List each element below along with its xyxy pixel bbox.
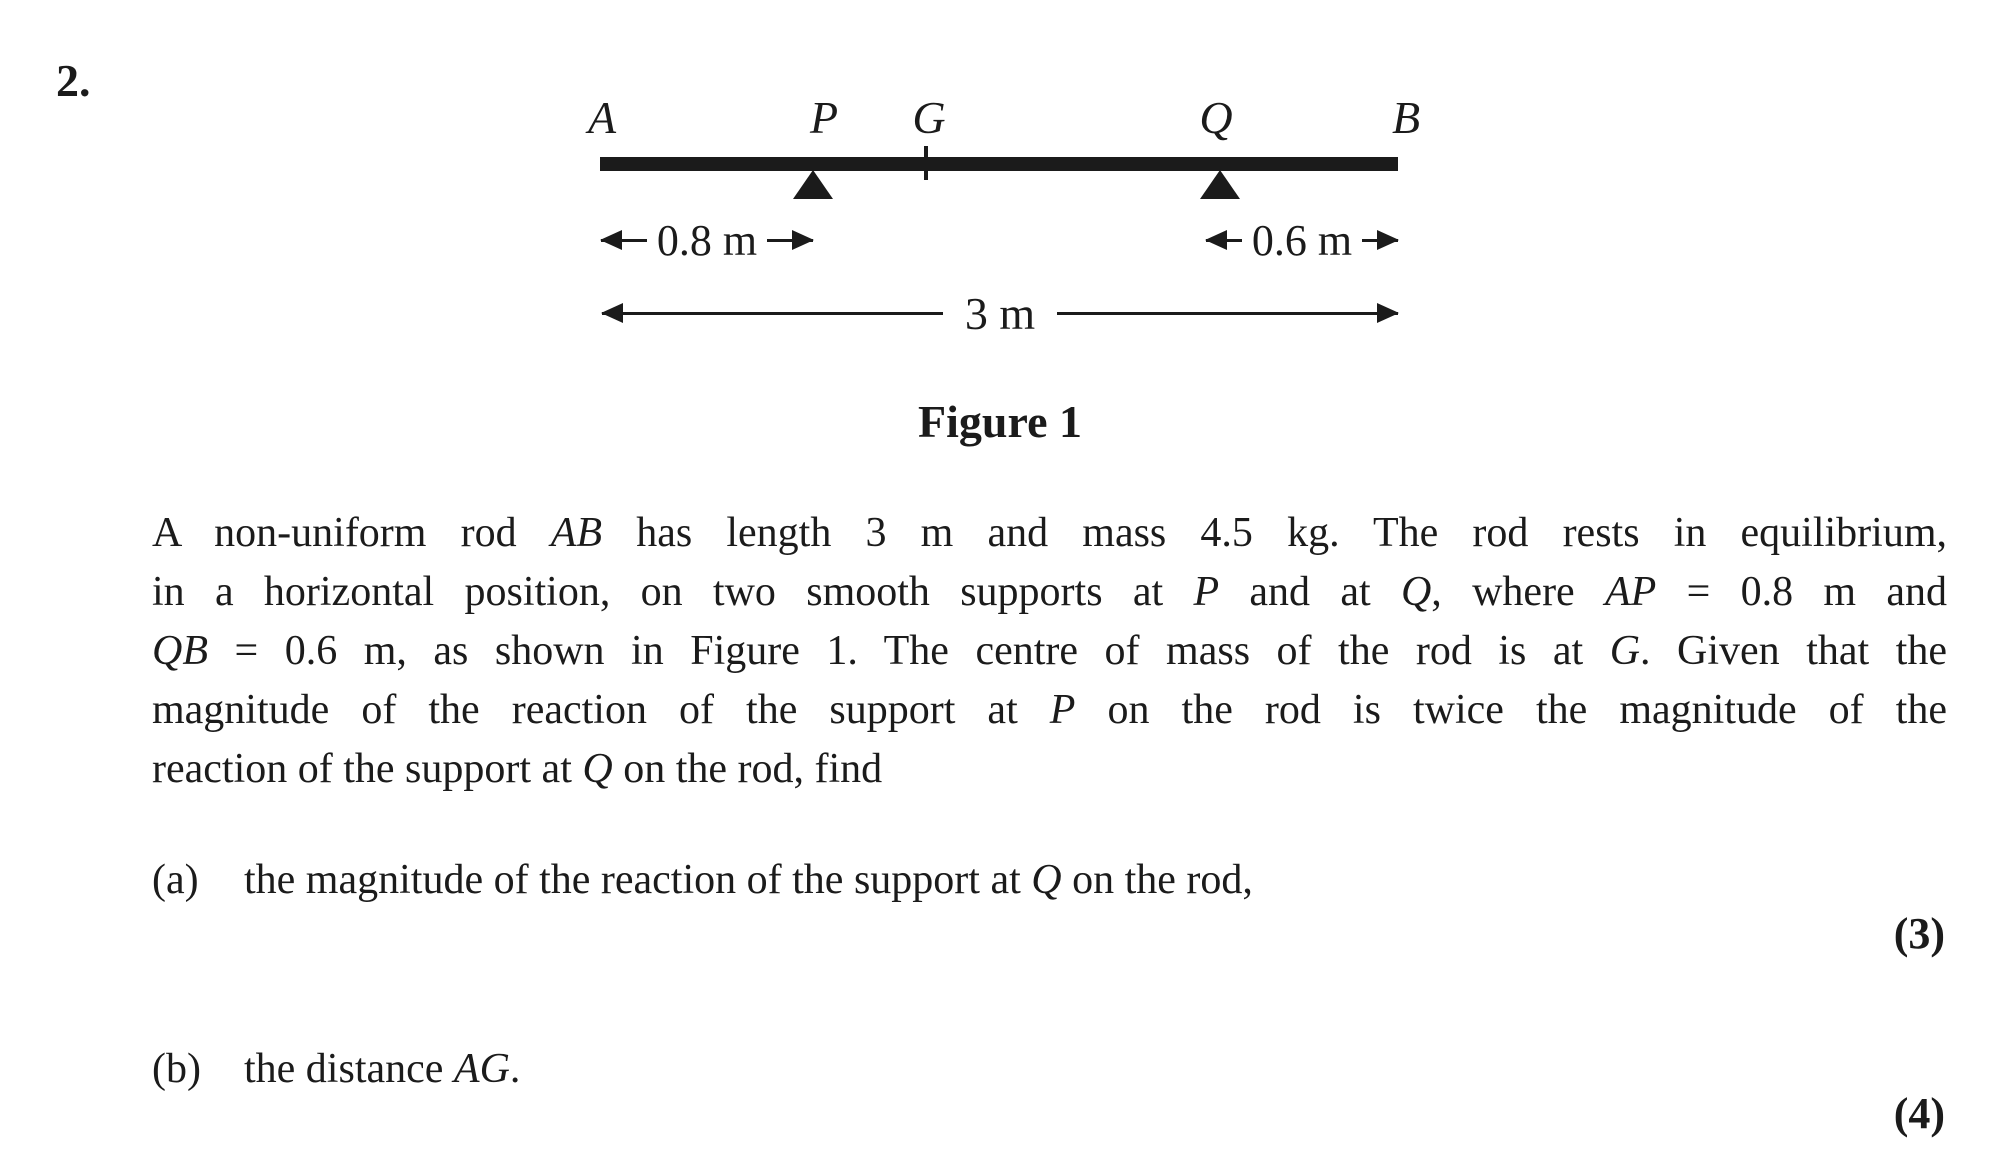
text-segment: reaction of the support at xyxy=(152,746,583,792)
arrow-left-icon xyxy=(602,312,943,315)
part-a-text xyxy=(244,851,1253,910)
arrow-left-icon xyxy=(1206,239,1242,242)
question-number: 2. xyxy=(56,55,91,106)
part-b-marks: (4) xyxy=(1893,1089,1945,1138)
text-segment: has length 3 m and mass 4.5 kg. The rod rests in equilibrium, xyxy=(602,510,1947,556)
text-segment: Q xyxy=(582,746,613,792)
text-segment: magnitude of the reaction of the support at xyxy=(152,687,1050,733)
support-triangle-p-icon xyxy=(793,170,833,199)
text-segment: Q xyxy=(1031,857,1062,903)
text-segment: = 0.8 m and xyxy=(1656,569,1947,615)
question-part-a xyxy=(152,851,1947,910)
rod-label-a: A xyxy=(587,92,617,143)
text-segment: . Given that the xyxy=(1640,628,1947,674)
text-segment: AG xyxy=(453,1046,510,1092)
text-segment: , where xyxy=(1431,569,1605,615)
rod-line xyxy=(600,157,1398,171)
text-segment: in a horizontal position, on two smooth supports at xyxy=(152,569,1194,615)
text-segment: A non-uniform rod xyxy=(152,510,551,556)
arrow-right-icon xyxy=(1362,239,1398,242)
text-segment: AP xyxy=(1605,569,1657,615)
text-segment: Q xyxy=(1400,569,1432,615)
text-segment: on the rod is twice the magnitude of the xyxy=(1075,687,1947,733)
text-segment: and at xyxy=(1219,569,1401,615)
text-segment: QB xyxy=(152,628,208,674)
part-a-label: (a) xyxy=(152,857,199,903)
dimension-ap xyxy=(601,215,813,265)
rod-label-q: Q xyxy=(1199,92,1233,143)
support-triangle-q-icon xyxy=(1200,170,1240,199)
rod-label-g: G xyxy=(912,92,946,143)
text-segment: AB xyxy=(550,510,603,556)
text-segment: the distance xyxy=(244,1046,454,1092)
text-segment: on the rod, xyxy=(1061,857,1253,903)
rod-label-p: P xyxy=(809,92,839,143)
paragraph-line xyxy=(152,740,1947,799)
text-segment: P xyxy=(1049,687,1076,733)
paragraph-line xyxy=(152,622,1947,681)
rod-label-b: B xyxy=(1391,92,1421,143)
dimension-total-label: 3 m xyxy=(964,287,1036,339)
text-segment: . xyxy=(509,1046,521,1092)
dimension-qb-label: 0.6 m xyxy=(1251,215,1353,265)
dimension-qb xyxy=(1206,215,1398,265)
arrow-right-icon xyxy=(767,239,813,242)
dimension-ap-label: 0.8 m xyxy=(656,215,758,265)
question-paragraph xyxy=(152,504,1947,799)
arrow-right-icon xyxy=(1057,312,1398,315)
part-a-marks: (3) xyxy=(1893,909,1945,958)
figure-caption: Figure 1 xyxy=(918,396,1082,447)
text-segment: on the rod, find xyxy=(612,746,883,792)
paragraph-line xyxy=(152,681,1947,740)
paragraph-line xyxy=(152,563,1947,622)
text-segment: P xyxy=(1193,569,1220,615)
text-segment: = 0.6 m, as shown in Figure 1. The centre of mass of the rod is at xyxy=(208,628,1610,674)
text-segment: G xyxy=(1609,628,1641,674)
text-segment: the magnitude of the reaction of the support at xyxy=(244,857,1032,903)
dimension-total-length xyxy=(602,288,1398,338)
part-b-label: (b) xyxy=(152,1046,201,1092)
paragraph-line xyxy=(152,504,1947,563)
arrow-left-icon xyxy=(601,239,647,242)
